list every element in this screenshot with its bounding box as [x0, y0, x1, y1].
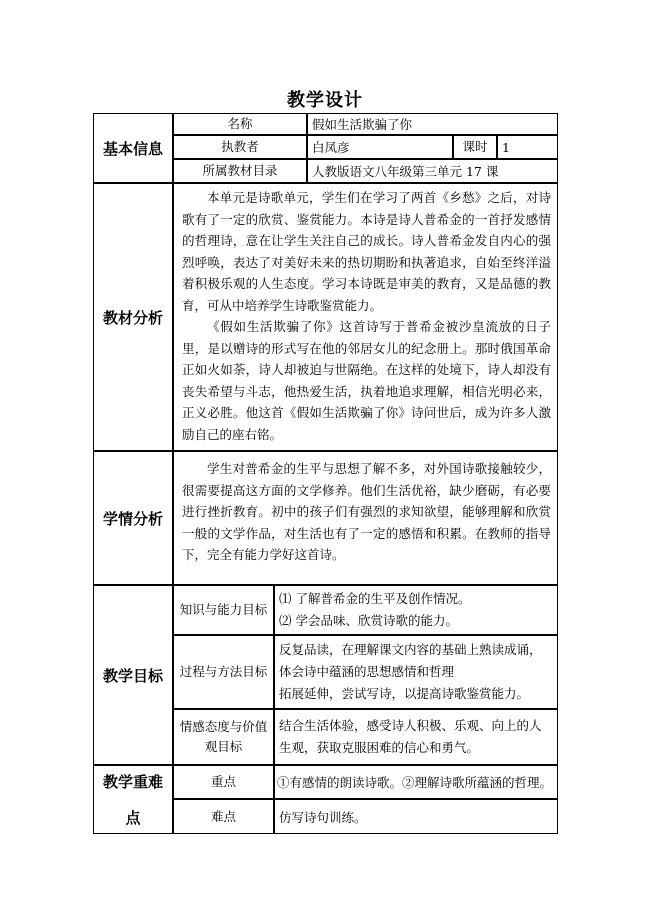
hours-value: 1: [497, 135, 558, 159]
emotion-goal-label: [173, 709, 274, 765]
knowledge-goal-label: 知识与能力目标: [173, 585, 274, 635]
process-goal-line: 反复品读，在理解课文内容的基础上熟读成诵，: [279, 642, 542, 657]
textbook-analysis-paragraph: 《假如生活欺骗了你》这首诗写于普希金被沙皇流放的日子里，是以赠诗的形式写在他的邻居女儿的纪念册上。那时俄国革命正如火如荼，诗人却被迫与世隔绝。在这样的处境下，诗人却没有丧失希望与斗志，他热爱生活，执着地追求理解，相信光明必来，正义必胜。他这首《假如生活欺骗了你》诗问世后，成为许多人激励自己的座右铭。: [182, 319, 551, 442]
name-label: 名称: [173, 113, 307, 135]
textbook-analysis-content: [173, 183, 558, 451]
lesson-plan-table: [93, 113, 558, 834]
section-teaching-goals: [93, 585, 173, 765]
emotion-goal-label-line: 观目标: [204, 739, 243, 754]
knowledge-goal-line: ⑵ 学会品味、欣赏诗歌的能力。: [279, 613, 458, 628]
section-textbook-analysis: [93, 183, 173, 451]
section-student-analysis: [93, 451, 173, 585]
section-key-points: [93, 765, 173, 834]
section-basic-info: [93, 113, 173, 183]
student-analysis-paragraph: 学生对普希金的生平与思想了解不多，对外国诗歌接触较少，很需要提高这方面的文学修养。他们生活优裕，缺少磨砺，有必要进行挫折教育。初中的孩子们有强烈的求知欲望，能够理解和欣赏一般的文学作品，对生活也有了一定的感悟和积累。在教师的指导下，完全有能力学好这首诗。: [182, 461, 551, 562]
section-textbook-analysis-label: 教材分析: [102, 308, 163, 327]
key-point-value: ①有感情的朗读诗歌。②理解诗歌所蕴涵的哲理。: [274, 765, 558, 799]
catalog-label: 所属教材目录: [173, 159, 307, 183]
student-analysis-content: [173, 451, 558, 585]
hours-label: 课时: [453, 135, 497, 159]
process-goal-label: 过程与方法目标: [173, 635, 274, 709]
name-value: 假如生活欺骗了你: [307, 113, 558, 135]
process-goal-content: [274, 635, 558, 709]
key-point-label: 重点: [173, 765, 274, 799]
difficult-point-value: 仿写诗句训练。: [274, 799, 558, 834]
section-student-analysis-label: 学情分析: [102, 509, 163, 528]
knowledge-goal-content: [274, 585, 558, 635]
process-goal-line: 拓展延伸，尝试写诗，以提高诗歌鉴赏能力。: [279, 686, 530, 701]
section-key-points-label-line: 教学重难: [102, 772, 163, 791]
teacher-value: 白凤彦: [307, 135, 453, 159]
teacher-label: 执教者: [173, 135, 307, 159]
emotion-goal-content: [274, 709, 558, 765]
emotion-goal-label-line: 情感态度与价值: [179, 719, 268, 734]
difficult-point-label: 难点: [173, 799, 274, 834]
process-goal-line: 体会诗中蕴涵的思想感情和哲理: [279, 664, 455, 679]
textbook-analysis-paragraph: 本单元是诗歌单元，学生们在学习了两首《乡愁》之后，对诗歌有了一定的欣赏、鉴赏能力。本诗是诗人普希金的一首抒发感情的哲理诗，意在让学生关注自己的成长。诗人普希金发自内心的强烈呼唤，表达了对美好未来的热切期盼和执著追求，自始至终洋溢着积极乐观的人生态度。学习本诗既是审美的教育，又是品德的教育，可从中培养学生诗歌鉴赏能力。: [182, 190, 551, 313]
catalog-value: 人教版语文八年级第三单元 17 课: [307, 159, 558, 183]
emotion-goal-line: 生观，获取克服困难的信心和勇气。: [279, 740, 480, 755]
page-title: 教学设计: [287, 90, 363, 111]
section-basic-info-label: 基本信息: [102, 139, 163, 158]
section-key-points-label-line: 点: [125, 808, 141, 827]
knowledge-goal-line: ⑴ 了解普希金的生平及创作情况。: [279, 591, 471, 606]
section-teaching-goals-label: 教学目标: [102, 666, 163, 685]
emotion-goal-line: 结合生活体验，感受诗人积极、乐观、向上的人: [279, 718, 542, 733]
